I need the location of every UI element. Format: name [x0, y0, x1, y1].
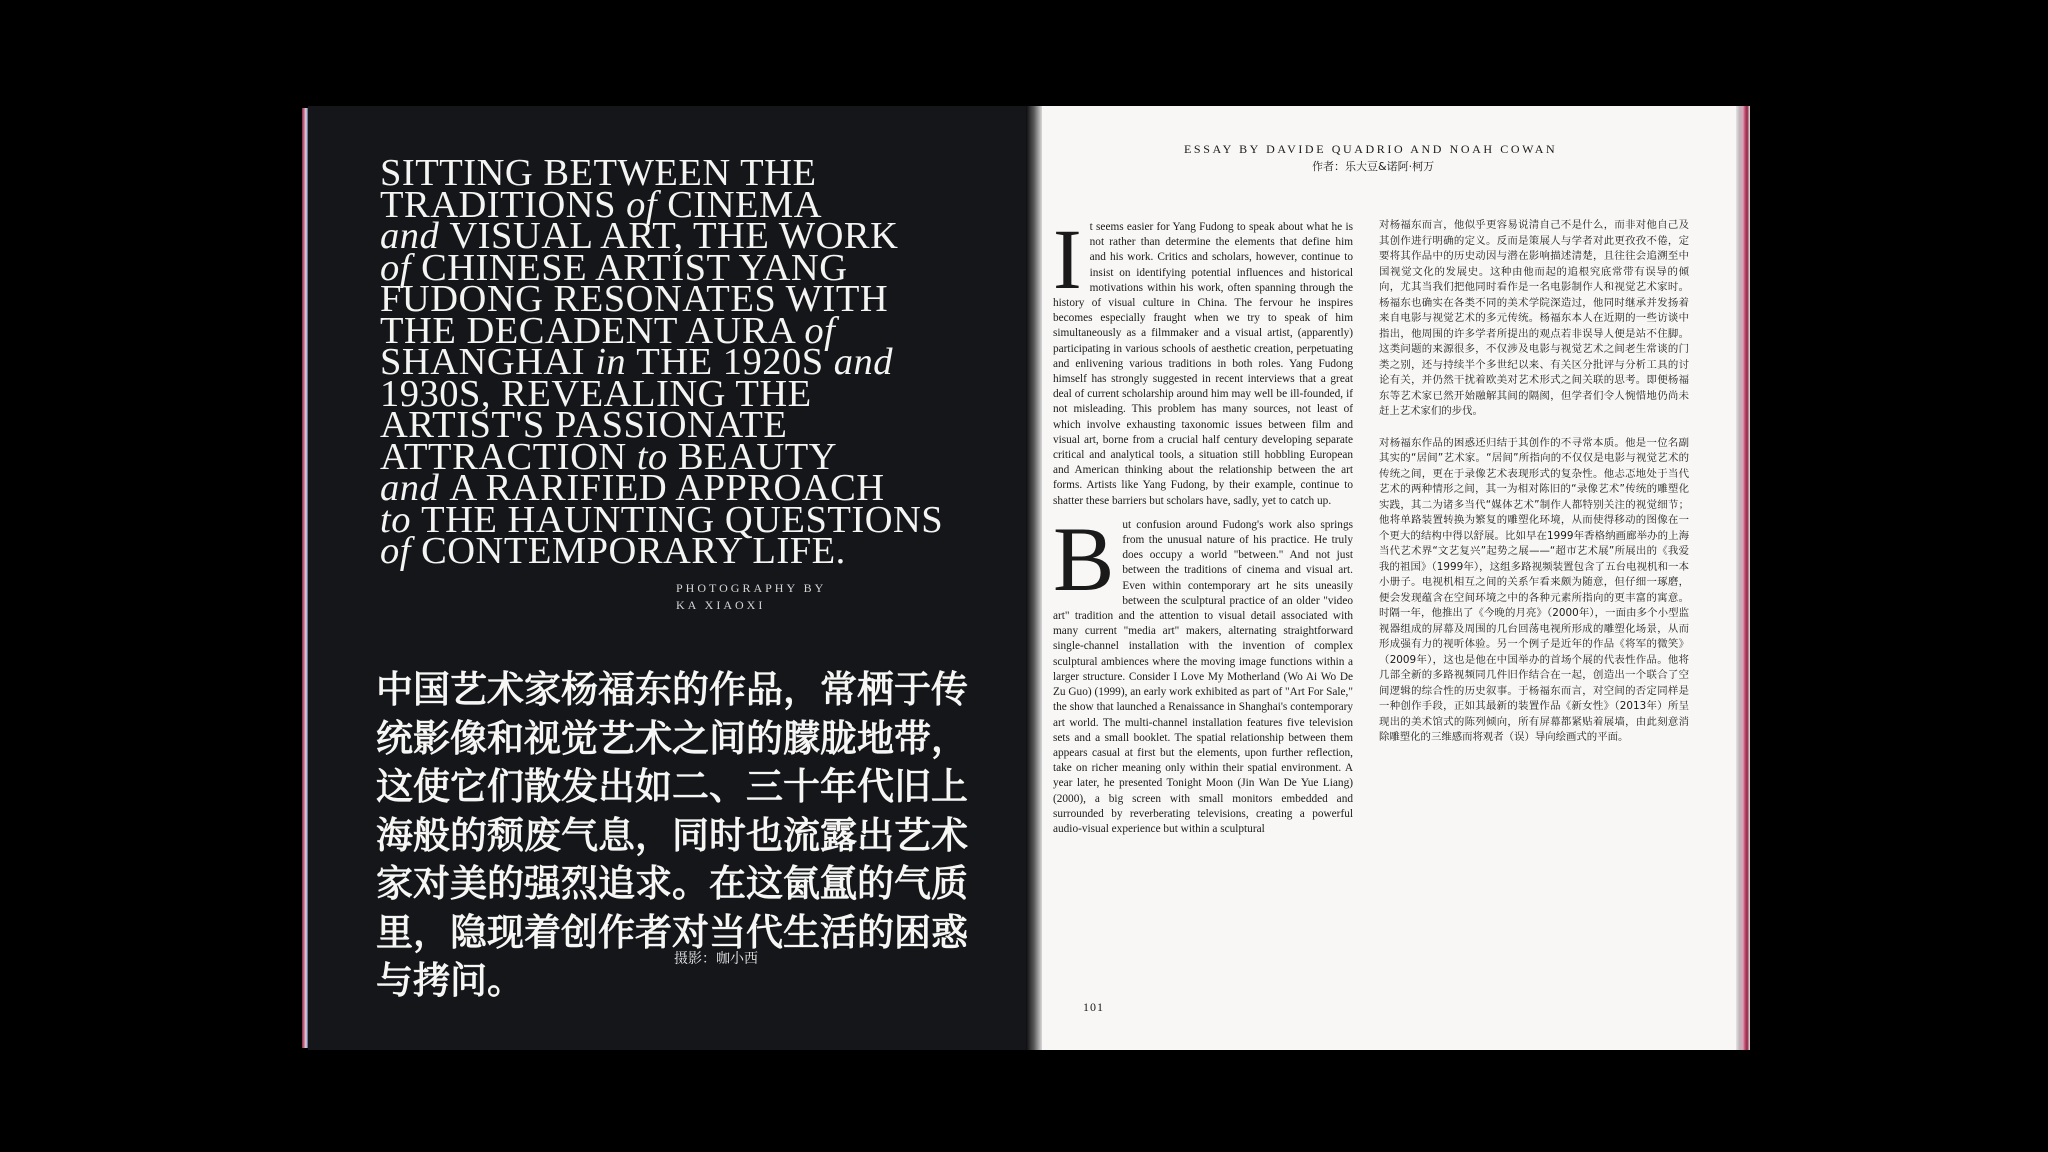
chinese-paragraph-2: 对杨福东作品的困惑还归结于其创作的不寻常本质。他是一位名副其实的“居间”艺术家。“居间”所指向的不仅仅是电影与视觉艺术的传统之间，更在于录像艺术表现形式的复杂性。他忐忑地处于当代艺术的两种情形之间，其一为相对陈旧的“录像艺术”传统的雕塑化实践，其二为诸多当代“媒体艺术”制作人都特别关注的视觉细节；他将单路装置转换为繁复的雕塑化环境，从而使得移动的图像在一个更大的结构中得以舒展。比如早在1999年香格纳画廊举办的上海当代艺术界“文艺复兴”起势之展——“超市艺术展”所展出的《我爱我的祖国》（1999年），这组多路视频装置包含了五台电视机和一本小册子。电视机相互之间的关系乍看来颇为随意，但仔细一琢磨，便会发现蕴含在空间环境之中的各种元素所指向的更丰富的寓意。时隔一年，他推出了《今晚的月亮》（2000年），一面由多个小型监视器组成的屏幕及周围的几台回荡电视所形成的雕塑化场景，从而形成强有力的视听体验。另一个例子是近年的作品《将军的微笑》（2009年），这也是他在中国举办的首场个展的代表性作品。他将几部全新的多路视频同几件旧作结合在一起，创造出一个联合了空间逻辑的综合性的历史叙事。于杨福东而言，对空间的否定同样是一种创作手段，正如其最新的装置作品《新女性》（2013年）所呈现出的美术馆式的陈列倾向，所有屏幕都紧贴着展墙，由此刻意消除雕塑化的三维感而将观者（误）导向绘画式的平面。: [1379, 436, 1689, 743]
headline-run: to: [636, 435, 678, 478]
headline-run: THE HAUNTING QUESTIONS: [421, 498, 944, 541]
headline-run: of: [804, 309, 836, 352]
headline-run: ARTIST'S PASSIONATE: [380, 404, 788, 446]
headline-run: A RARIFIED APPROACH: [449, 467, 885, 509]
paragraph-1: [1053, 211, 1353, 509]
headline-run: SHANGHAI: [380, 341, 596, 383]
headline-run: FUDONG RESONATES WITH: [380, 278, 889, 320]
photo-credit-line: PHOTOGRAPHY BY: [676, 581, 827, 595]
headline-run: TRADITIONS: [380, 183, 627, 226]
headline-run: THE DECADENT AURA: [380, 309, 805, 352]
paragraph-1-text: t seems easier for Yang Fudong to speak about what he is not rather than determine the elements that define him and his work. Critics and scholars, however, continue to insist on identifying potential influences and historical motivations within his work, often spanning through the history of visual culture in China. The fervour he inspires becomes especially fraught when we try to speak of him simultaneously as a filmmaker and a visual artist, (apparently) participating in various schools of aesthetic creation, perpetuating and enlivening various traditions in both roles. Yang Fudong himself has strongly suggested in recent interviews that a great deal of current scholarship around him may well be ill-founded, if not misleading. This problem has many sources, not least of which involve exhausting taxonomic issues between film and visual art, borne from a crucial half century developing separate critical and analytical tools, a situation still hobbling European and American thinking about the relationship between the art forms. Artists like Yang Fudong, by their example, continue to shatter these barriers but scholars have, sadly, yet to catch up.: [1053, 221, 1353, 507]
chinese-column: [1379, 218, 1689, 762]
headline-run: SITTING BETWEEN THE: [380, 152, 817, 194]
drop-cap-b: B: [1053, 507, 1115, 610]
headline-chinese: 中国艺术家杨福东的作品，常栖于传统影像和视觉艺术之间的朦胧地带，这使它们散发出如二、三十年代旧上海般的颓废气息，同时也流露出艺术家对美的强烈追求。在这氤氲的气质里，隐现着创作者对当代生活的困惑与拷问。: [376, 668, 968, 1002]
headline-run: in: [595, 341, 637, 383]
headline-run: THE 1920S: [636, 341, 834, 383]
essay-byline-chinese: 作者：乐大豆&诺阿·柯万: [1312, 160, 1435, 173]
headline-run: and: [380, 215, 450, 257]
chinese-paragraph-1: 对杨福东而言，他似乎更容易说清自己不是什么，而非对他自己及其创作进行明确的定义。反而是策展人与学者对此更孜孜不倦，定要将其作品中的历史动因与潜在影响描述清楚，且往往会追溯至中国视觉文化的发展史。这种由他而起的追根究底常带有误导的倾向，尤其当我们把他同时看作是一名电影制作人和视觉艺术家时。杨福东也确实在各类不同的美术学院深造过，他同时继承并发扬着来自电影与视觉艺术的多元传统。杨福东本人在近期的一些访谈中指出，他周围的许多学者所提出的观点若非误导人便是站不住脚。这类问题的来源很多，不仅涉及电影与视觉艺术之间老生常谈的门类之别，还与持续半个多世纪以来、有关区分批评与分析工具的讨论有关，并仍然干扰着欧美对艺术形式之间关联的思考。即便杨福东等艺术家已然开始融解其间的隔阂，但学者们令人惋惜地仍尚未赶上艺术家们的步伐。: [1379, 219, 1689, 417]
headline-run: ATTRACTION: [380, 435, 637, 478]
headline-run: CINEMA: [667, 183, 823, 226]
drop-cap-i: I: [1053, 211, 1082, 307]
headline-run: to: [380, 498, 422, 541]
headline-line: [380, 530, 1020, 572]
right-page: [1036, 106, 1744, 1050]
headline-english: [380, 152, 1020, 572]
headline-run: of: [380, 530, 422, 572]
essay-byline: ESSAY BY DAVIDE QUADRIO AND NOAH COWAN: [1184, 142, 1558, 156]
headline-run: of: [380, 246, 422, 289]
english-column: [1053, 211, 1353, 837]
right-page-edge: [1736, 106, 1750, 1050]
photo-credit-english: [676, 580, 826, 614]
photo-credit-name: KA XIAOXI: [676, 598, 766, 612]
headline-run: of: [626, 183, 668, 226]
headline-run: BEAUTY: [677, 435, 838, 478]
book-gutter: [1026, 106, 1042, 1050]
headline-run: VISUAL ART, THE WORK: [449, 215, 899, 257]
headline-run: CHINESE ARTIST YANG: [421, 246, 848, 289]
photo-credit-chinese: 摄影：咖小西: [674, 951, 758, 967]
paragraph-2-text: ut confusion around Fudong's work also springs from the unusual nature of his practice. He truly does occupy a world "between." And not just between the traditions of cinema and visual art. Even within contemporary art he sits uneasily between the sculptural practice of an older "video art" tradition and the attention to visual detail associated with many current "media art" makers, alternating straightforward single-channel installation with the invention of complex sculptural ambiences where the moving image functions within a larger structure. Consider I Love My Motherland (Wo Ai Wo De Zu Guo) (1999), an early work exhibited as part of "Art For Sale," the show that launched a Renaissance in Shanghai's contemporary art world. The multi-channel installation features five television sets and a small booklet. The spatial relationship between them appears casual at first but the elements, upon further reflection, take on richer meaning only within their spatial environment. A year later, he presented Tonight Moon (Jin Wan De Yue Liang) (2000), a big screen with small monitors embedded and surrounded by reverberating televisions, creating a powerful audio-visual experience but within a sculptural: [1053, 518, 1353, 835]
paragraph-2: [1053, 507, 1353, 837]
headline-run: 1930S, REVEALING THE: [380, 372, 812, 415]
left-page: [308, 106, 1034, 1050]
headline-run: CONTEMPORARY LIFE.: [421, 530, 846, 572]
headline-run: and: [833, 341, 894, 383]
headline-run: and: [380, 467, 450, 509]
page-number: 101: [1083, 1000, 1104, 1014]
